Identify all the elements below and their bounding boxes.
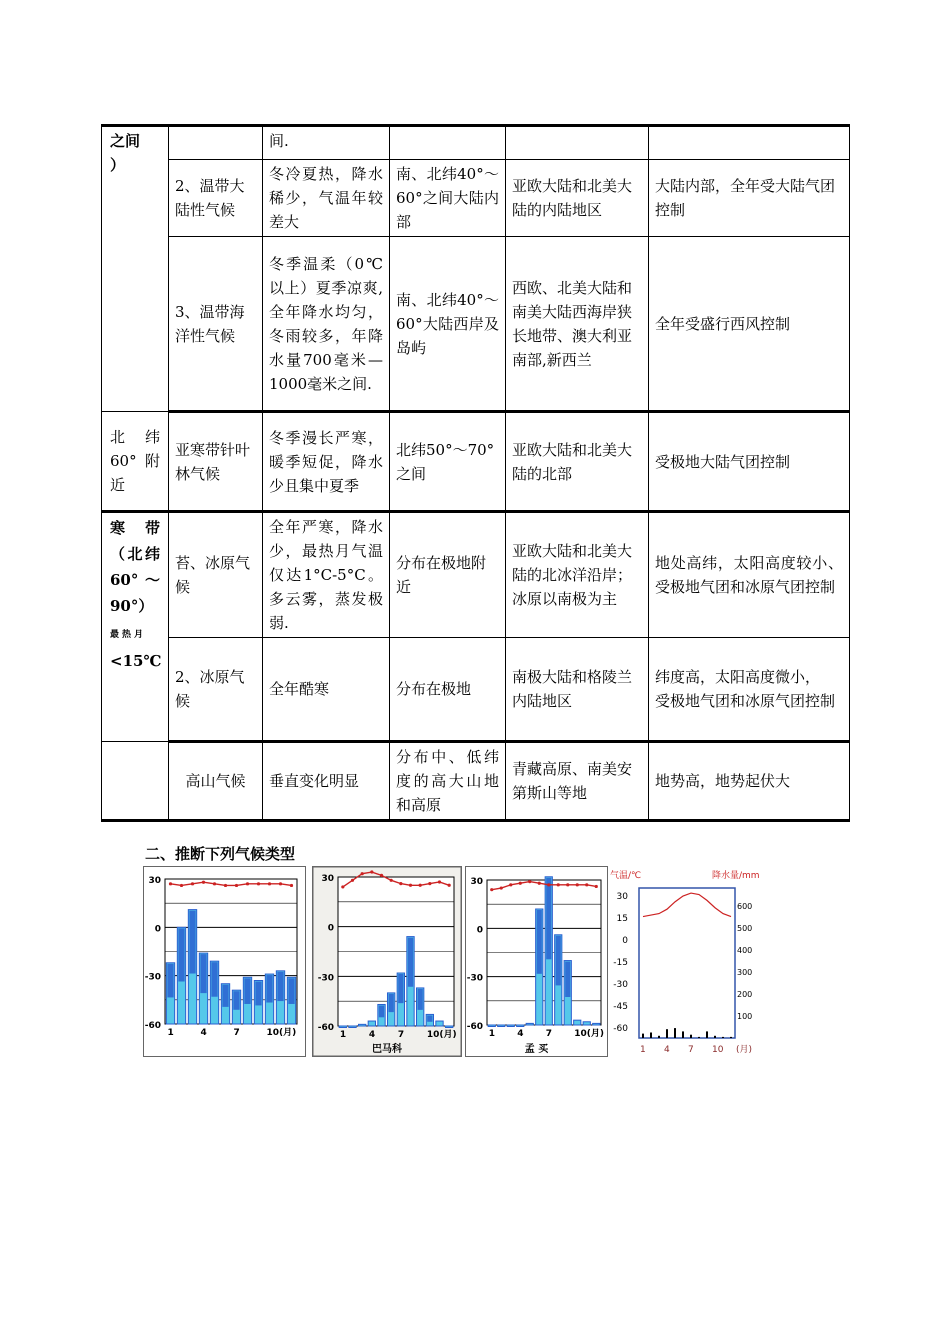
temperature-point xyxy=(370,870,373,873)
y-right-tick-label: 500 xyxy=(737,924,753,933)
x-tick-label: 10(月) xyxy=(426,1030,457,1040)
precipitation-bar xyxy=(436,1021,443,1026)
cause-cell: 受极地大陆气团控制 xyxy=(649,412,850,512)
precipitation-bar-shade xyxy=(189,911,195,974)
cause-cell xyxy=(649,126,850,160)
y-left-tick-label: 30 xyxy=(616,892,628,902)
precipitation-bar xyxy=(445,1026,452,1028)
zone-tail: <15℃ xyxy=(110,652,162,670)
temperature-point xyxy=(428,882,431,885)
latitude-cell: 分布在极地 xyxy=(390,638,506,742)
temperature-point xyxy=(585,883,588,886)
y-tick-label: -60 xyxy=(144,1021,161,1031)
temperature-point xyxy=(351,879,354,882)
y-tick-label: -60 xyxy=(317,1023,334,1033)
chart-caption: 孟 买 xyxy=(524,1044,549,1055)
x-tick-label: 4 xyxy=(664,1045,670,1055)
temperature-point xyxy=(399,882,402,885)
climate-chart-d-svg xyxy=(608,866,770,1057)
x-tick-label: 10 xyxy=(712,1045,724,1055)
climate-chart-bamako xyxy=(312,866,462,1057)
zone-cell xyxy=(102,512,169,742)
features-cell: 冬季漫长严寒，暖季短促，降水少且集中夏季 xyxy=(263,412,390,512)
distribution-cell: 亚欧大陆和北美大陆的内陆地区 xyxy=(506,160,649,237)
precipitation-bar-shade xyxy=(408,938,413,987)
y-left-tick-label: -45 xyxy=(613,1002,628,1012)
table-row xyxy=(102,742,850,821)
precipitation-bar-shade xyxy=(398,974,403,1003)
precipitation-bar-shade xyxy=(211,962,217,997)
features-cell: 全年酷寒 xyxy=(263,638,390,742)
y-tick-label: -30 xyxy=(317,973,334,984)
temperature-point xyxy=(290,884,293,887)
y-tick-label: 0 xyxy=(327,923,334,934)
temperature-point xyxy=(268,882,271,885)
precipitation-bar xyxy=(526,1023,533,1025)
climate-chart-a-svg xyxy=(143,866,306,1057)
x-tick-label: (月) xyxy=(736,1045,753,1055)
temperature-point xyxy=(419,884,422,887)
climate-chart-mumbai-svg xyxy=(465,866,608,1057)
features-cell: 冬季温柔（0℃以上）夏季凉爽,全年降水均匀，冬雨较多，年降水量700毫米—1000毫米之间. xyxy=(263,237,390,412)
type-cell: 3、温带海洋性气候 xyxy=(169,237,263,412)
precipitation-bar-shade xyxy=(266,975,272,1002)
latitude-cell: 南、北纬40°～60°之间大陆内部 xyxy=(390,160,506,237)
y-tick-label: -30 xyxy=(144,972,161,983)
type-cell: 2、温带大陆性气候 xyxy=(169,160,263,237)
features-cell: 垂直变化明显 xyxy=(263,742,390,821)
climate-chart-d xyxy=(608,866,770,1057)
y-tick-label: 0 xyxy=(154,924,161,935)
precipitation-bar xyxy=(517,1025,524,1027)
precipitation-bar xyxy=(507,1025,514,1027)
y-tick-label: 0 xyxy=(476,925,483,936)
section-title: 二、推断下列气候类型 xyxy=(145,845,296,863)
zone-cell xyxy=(102,742,169,821)
latitude-cell: 分布在极地附近 xyxy=(390,512,506,638)
precipitation-bar-shade xyxy=(222,985,228,1007)
climate-chart-mumbai xyxy=(465,866,608,1057)
cause-cell: 大陆内部，全年受大陆气团控制 xyxy=(649,160,850,237)
plot-area xyxy=(639,888,735,1038)
cause-cell: 全年受盛行西风控制 xyxy=(649,237,850,412)
temperature-point xyxy=(538,882,541,885)
cause-cell: 纬度高，太阳高度微小， 受极地气团和冰原气团控制 xyxy=(649,638,850,742)
temperature-point xyxy=(448,884,451,887)
precipitation-bar-shade xyxy=(178,928,184,981)
temperature-point xyxy=(528,880,531,883)
temperature-point xyxy=(595,885,598,888)
zone-main: 寒带（北纬60°～90°） xyxy=(110,519,160,615)
temperature-point xyxy=(213,882,216,885)
type-cell: 高山气候 xyxy=(169,742,263,821)
y-right-tick-label: 400 xyxy=(737,946,753,955)
x-tick-label: 1 xyxy=(488,1029,496,1039)
precipitation-bar-shade xyxy=(565,962,570,997)
table-row xyxy=(102,638,850,742)
x-tick-label: 4 xyxy=(200,1028,207,1038)
x-tick-label: 10(月) xyxy=(266,1028,297,1038)
temperature-point xyxy=(438,880,441,883)
precipitation-bar-shade xyxy=(277,972,283,1001)
precipitation-bar xyxy=(593,1023,600,1025)
cause-cell: 地处高纬，太阳高度较小、受极地气团和冰原气团控制 xyxy=(649,512,850,638)
latitude-cell: 南、北纬40°～60°大陆西岸及岛屿 xyxy=(390,237,506,412)
y-tick-label: 30 xyxy=(470,877,483,887)
table-row xyxy=(102,237,850,412)
precipitation-bar xyxy=(498,1025,505,1027)
latitude-cell: 分布中、低纬度的高大山地和高原 xyxy=(390,742,506,821)
table-row xyxy=(102,512,850,638)
temperature-point xyxy=(509,883,512,886)
y-left-tick-label: -15 xyxy=(613,958,628,968)
x-tick-label: 1 xyxy=(640,1045,646,1055)
precipitation-bar-shade xyxy=(417,989,422,1010)
temperature-point xyxy=(519,882,522,885)
temperature-point xyxy=(341,885,344,888)
table-row xyxy=(102,126,850,160)
temperature-point xyxy=(566,883,569,886)
distribution-cell: 亚欧大陆和北美大陆的北部 xyxy=(506,412,649,512)
y-right-tick-label: 600 xyxy=(737,902,753,911)
temperature-point xyxy=(490,888,493,891)
type-cell: 亚寒带针叶林气候 xyxy=(169,412,263,512)
y-tick-label: -60 xyxy=(466,1022,483,1032)
precipitation-bar-shade xyxy=(255,982,261,1006)
zone-cell: 之间 ） xyxy=(102,126,169,412)
x-tick-label: 4 xyxy=(368,1030,376,1040)
temperature-point xyxy=(191,882,194,885)
type-cell xyxy=(169,126,263,160)
distribution-cell: 亚欧大陆和北美大陆的北冰洋沿岸；冰原以南极为主 xyxy=(506,512,649,638)
x-tick-label: 7 xyxy=(233,1028,240,1038)
temperature-point xyxy=(169,882,172,885)
x-tick-label: 7 xyxy=(545,1029,553,1039)
chart-caption: 巴马科 xyxy=(372,1044,402,1055)
precipitation-bar xyxy=(583,1022,590,1025)
table-row xyxy=(102,412,850,512)
precipitation-bar xyxy=(349,1026,356,1028)
distribution-cell: 西欧、北美大陆和南美大陆西海岸狭长地带、澳大利亚南部,新西兰 xyxy=(506,237,649,412)
y-tick-label: 30 xyxy=(321,874,334,884)
x-tick-label: 7 xyxy=(688,1045,694,1055)
precipitation-bar-shade xyxy=(546,878,551,960)
temperature-point xyxy=(557,883,560,886)
precipitation-bar-shade xyxy=(200,954,206,993)
precipitation-bar-shade xyxy=(556,936,561,986)
precipitation-bar-shade xyxy=(388,994,393,1012)
temperature-point xyxy=(500,886,503,889)
features-cell: 全年严寒，降水少，最热月气温仅达1°C-5°C。多云雾，蒸发极弱. xyxy=(263,512,390,638)
x-tick-label: 1 xyxy=(167,1028,174,1038)
y-right-tick-label: 100 xyxy=(737,1012,753,1021)
precipitation-bar xyxy=(488,1025,495,1027)
cause-cell: 地势高，地势起伏大 xyxy=(649,742,850,821)
precipitation-bar-shade xyxy=(427,1015,432,1021)
table-row xyxy=(102,160,850,237)
type-cell: 苔、冰原气候 xyxy=(169,512,263,638)
y-right-tick-label: 300 xyxy=(737,968,753,977)
x-tick-label: 7 xyxy=(397,1030,405,1040)
climate-table xyxy=(101,124,850,822)
climate-chart-bamako-svg xyxy=(312,866,462,1057)
precipitation-bar-shade xyxy=(288,978,294,1004)
y-left-tick-label: -30 xyxy=(613,980,628,990)
temperature-point xyxy=(547,883,550,886)
precipitation-bar xyxy=(358,1024,365,1026)
y-tick-label: 30 xyxy=(148,876,161,886)
distribution-cell: 青藏高原、南美安第斯山等地 xyxy=(506,742,649,821)
climate-chart-a xyxy=(143,866,306,1057)
precipitation-bar-shade xyxy=(244,978,250,1004)
precipitation-bar xyxy=(368,1021,375,1026)
y-left-tick-label: -60 xyxy=(613,1024,628,1034)
temperature-point xyxy=(409,884,412,887)
x-tick-label: 4 xyxy=(517,1029,524,1039)
temperature-point xyxy=(246,882,249,885)
distribution-cell: 南极大陆和格陵兰内陆地区 xyxy=(506,638,649,742)
y-right-axis-label: 降水量/mm xyxy=(712,871,760,881)
precipitation-bar xyxy=(339,1026,346,1028)
temperature-point xyxy=(279,882,282,885)
features-cell: 冬冷夏热，降水稀少，气温年较差大 xyxy=(263,160,390,237)
y-left-axis-label: 气温/℃ xyxy=(610,871,642,881)
temperature-point xyxy=(361,872,364,875)
y-left-tick-label: 15 xyxy=(616,914,628,924)
x-tick-label: 1 xyxy=(339,1030,347,1040)
y-tick-label: -30 xyxy=(466,973,483,984)
type-cell: 2、冰原气候 xyxy=(169,638,263,742)
zone-cell: 北纬60°附近 xyxy=(102,412,169,512)
temperature-point xyxy=(224,884,227,887)
zone-note: 最热月 xyxy=(110,630,147,640)
precipitation-bar-shade xyxy=(233,991,239,1010)
features-cell: 间. xyxy=(263,126,390,160)
latitude-cell: 北纬50°～70°之间 xyxy=(390,412,506,512)
y-right-tick-label: 200 xyxy=(737,990,753,999)
latitude-cell xyxy=(390,126,506,160)
y-left-tick-label: 0 xyxy=(622,936,628,946)
distribution-cell xyxy=(506,126,649,160)
temperature-point xyxy=(390,879,393,882)
precipitation-bar xyxy=(574,1020,581,1025)
temperature-point xyxy=(180,884,183,887)
precipitation-bar-shade xyxy=(379,1005,384,1017)
temperature-point xyxy=(576,883,579,886)
x-tick-label: 10(月) xyxy=(574,1029,605,1039)
precipitation-bar-shade xyxy=(537,910,542,974)
temperature-point xyxy=(257,882,260,885)
precipitation-bar-shade xyxy=(167,964,173,998)
temperature-point xyxy=(202,881,205,884)
temperature-point xyxy=(235,884,238,887)
temperature-point xyxy=(380,874,383,877)
